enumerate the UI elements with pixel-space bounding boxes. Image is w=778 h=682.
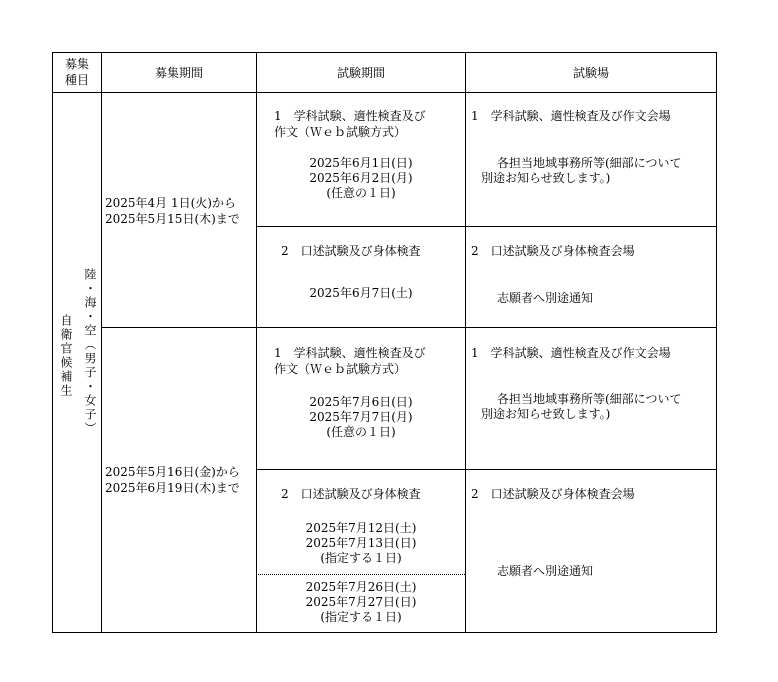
row2-written-oral-divider — [256, 469, 717, 470]
category-sub-label: 陸・海・空（男子・女子） — [83, 268, 97, 436]
row1-written-title-line2: 作文（Ｗｅｂ試験方式） — [274, 125, 407, 139]
row1-written-date-note: (任意の１日) — [326, 186, 396, 200]
row2-written-venue-title: 1 学科試験、適性検査及び作文会場 — [471, 346, 671, 360]
category-main-label: 自衛官候補生 — [59, 314, 73, 398]
row2-oral-date-a-1: 2025年7月12日(土) — [305, 521, 417, 535]
header-category-line1: 募集 — [64, 57, 89, 71]
row2-oral-date-b-note: (指定する１日) — [320, 610, 402, 624]
row1-recruit-start: 2025年4月 1日(火)から — [105, 196, 236, 210]
row1-oral-venue-note: 志願者へ別途通知 — [497, 291, 594, 305]
row-divider — [101, 327, 717, 328]
table-border-top — [52, 52, 717, 53]
row1-written-venue-note-1: 各担当地域事務所等(細部について — [497, 156, 682, 170]
header-exam-period: 試験期間 — [336, 66, 385, 80]
col-divider-1 — [101, 52, 102, 633]
table-border-bottom — [52, 632, 717, 633]
header-divider — [52, 92, 717, 93]
row1-oral-title: 2 口述試験及び身体検査 — [281, 244, 421, 258]
row2-recruit-start: 2025年5月16日(金)から — [105, 465, 240, 479]
row1-written-venue-note-2: 別途お知らせ致します。) — [481, 171, 611, 185]
header-category-line2: 種目 — [64, 73, 89, 87]
row2-oral-date-b-1: 2025年7月26日(土) — [305, 580, 417, 594]
row1-written-title-line1: 1 学科試験、適性検査及び — [274, 109, 426, 123]
row2-oral-venue-note: 志願者へ別途通知 — [497, 564, 594, 578]
row1-written-date-2: 2025年6月2日(月) — [309, 171, 413, 185]
row2-written-date-note: (任意の１日) — [326, 425, 396, 439]
row2-written-title-line1: 1 学科試験、適性検査及び — [274, 346, 426, 360]
row2-oral-venue-title: 2 口述試験及び身体検査会場 — [471, 487, 635, 501]
row2-written-title-line2: 作文（Ｗｅｂ試験方式） — [274, 362, 407, 376]
row2-recruit-end: 2025年6月19日(木)まで — [105, 481, 240, 495]
header-recruit-period: 募集期間 — [154, 66, 203, 80]
table-border-left — [52, 52, 53, 633]
row2-oral-title: 2 口述試験及び身体検査 — [281, 487, 421, 501]
row2-oral-date-divider — [256, 574, 465, 575]
row2-oral-date-a-2: 2025年7月13日(日) — [305, 536, 417, 550]
row2-written-date-1: 2025年7月6日(日) — [309, 395, 413, 409]
row1-written-venue-title: 1 学科試験、適性検査及び作文会場 — [471, 109, 671, 123]
row1-written-date-1: 2025年6月1日(日) — [309, 156, 413, 170]
row2-oral-date-b-2: 2025年7月27日(日) — [305, 595, 417, 609]
row2-written-date-2: 2025年7月7日(月) — [309, 410, 413, 424]
row2-oral-date-a-note: (指定する１日) — [320, 551, 402, 565]
row1-oral-venue-title: 2 口述試験及び身体検査会場 — [471, 244, 635, 258]
table-border-right — [716, 52, 717, 633]
row1-written-oral-divider — [256, 226, 717, 227]
row1-oral-date: 2025年6月7日(土) — [309, 286, 413, 300]
row1-recruit-end: 2025年5月15日(木)まで — [105, 212, 240, 226]
row2-written-venue-note-2: 別途お知らせ致します。) — [481, 407, 611, 421]
col-divider-3 — [465, 52, 466, 633]
header-exam-venue: 試験場 — [572, 66, 609, 80]
row2-written-venue-note-1: 各担当地域事務所等(細部について — [497, 392, 682, 406]
